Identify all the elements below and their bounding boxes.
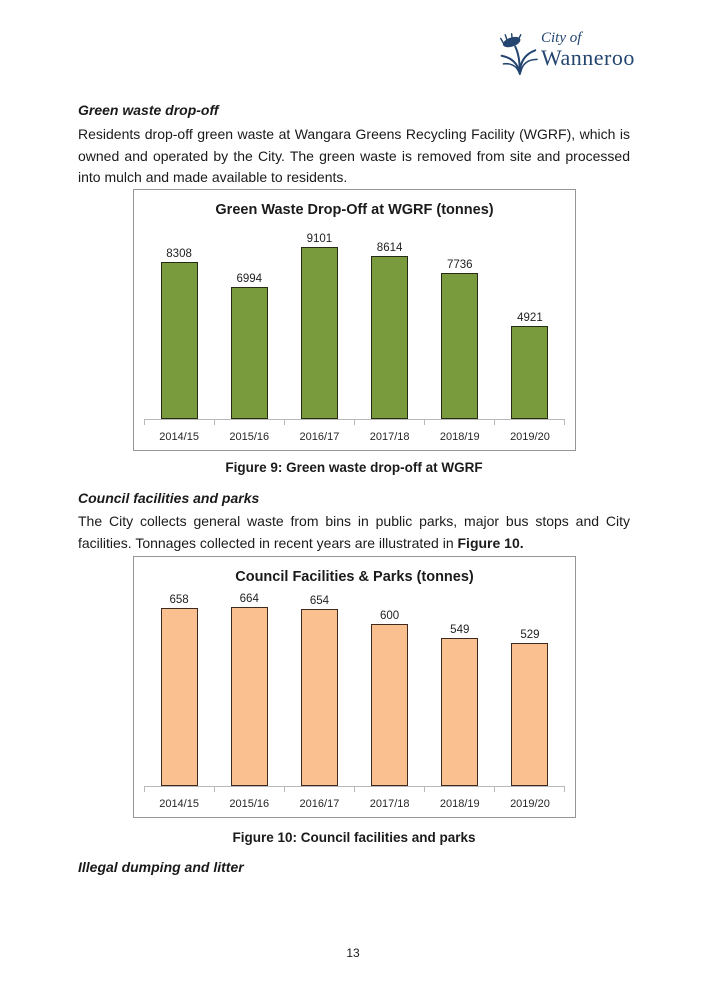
bar (511, 326, 548, 419)
chart-green-waste-drop-off (133, 189, 576, 451)
x-axis-label: 2014/15 (159, 798, 199, 810)
bar-column (355, 597, 425, 786)
bar-column (425, 597, 495, 786)
logo-text (541, 31, 635, 69)
bar (161, 608, 198, 786)
page-number: 13 (346, 946, 360, 960)
bar-value-label: 6994 (236, 272, 263, 285)
bar-column (355, 230, 425, 419)
figure-10-caption: Figure 10: Council facilities and parks (232, 830, 476, 845)
axis-tick (145, 787, 215, 792)
city-of-wanneroo-logo (498, 30, 635, 76)
axis-tick (285, 787, 355, 792)
chart-title: Council Facilities & Parks (tonnes) (235, 569, 474, 585)
x-axis-label: 2019/20 (510, 798, 550, 810)
x-axis-label: 2014/15 (159, 431, 199, 443)
logo-city-of: City of (541, 30, 582, 46)
bar (371, 256, 408, 419)
axis-tick (355, 420, 425, 425)
bar (441, 638, 478, 786)
plot-area (144, 230, 565, 420)
paragraph-council-text: The City collects general waste from bins in public parks, major bus stops and City facilities. Tonnages collected in recent years are illustrated in (78, 513, 630, 551)
bar (301, 247, 338, 419)
bar-column (144, 594, 214, 786)
paragraph-council-facilities (78, 511, 630, 554)
axis-tick (145, 420, 215, 425)
bar-value-label: 7736 (446, 258, 473, 271)
bar (301, 609, 338, 786)
bar-column (214, 592, 284, 786)
logo-plant-icon (498, 30, 538, 76)
axis-tick (495, 787, 565, 792)
bar-value-label: 4921 (517, 312, 543, 324)
x-axis-label: 2018/19 (439, 798, 480, 810)
bar-value-label: 529 (520, 629, 540, 642)
axis-tick (285, 420, 355, 425)
x-axis-label: 2015/16 (229, 798, 270, 810)
bar (371, 624, 408, 786)
heading-illegal-dumping-and-litter: Illegal dumping and litter (78, 859, 244, 875)
axis-tick (215, 787, 285, 792)
bar-value-label: 600 (380, 610, 400, 622)
bar-value-label: 8614 (376, 242, 403, 255)
chart-council-facilities-parks (133, 556, 576, 818)
plot-area (144, 592, 565, 787)
x-axis-ticks (144, 787, 565, 792)
bar-value-label: 654 (309, 595, 330, 608)
bar-value-label: 549 (450, 623, 470, 636)
bar-column (425, 230, 495, 419)
bar-value-label: 658 (169, 594, 189, 607)
x-axis-label: 2017/18 (369, 798, 410, 810)
logo-wanneroo: Wanneroo (541, 45, 635, 70)
bar-column (495, 230, 565, 419)
x-axis-label: 2018/19 (439, 431, 480, 443)
paragraph-green-waste: Residents drop-off green waste at Wangara Greens Recycling Facility (WGRF), which is owned and operated by the City. The green waste is removed from site and processed into mulch and made available to residents. (78, 126, 630, 185)
x-axis-label: 2016/17 (299, 798, 340, 810)
x-axis-label: 2017/18 (369, 431, 410, 443)
axis-tick (425, 420, 495, 425)
bar (161, 262, 198, 419)
x-axis-label: 2019/20 (510, 431, 550, 443)
bar (441, 273, 478, 419)
heading-green-waste-drop-off: Green waste drop-off (78, 102, 219, 118)
bar-column (144, 230, 214, 419)
bar-column (284, 230, 354, 419)
chart-title: Green Waste Drop-Off at WGRF (tonnes) (215, 202, 494, 218)
bar (231, 607, 268, 786)
x-axis-ticks (144, 420, 565, 425)
axis-tick (355, 787, 425, 792)
bar-column (284, 597, 354, 786)
bar-column (495, 597, 565, 786)
axis-tick (425, 787, 495, 792)
bar-value-label: 8308 (166, 247, 192, 260)
heading-council-facilities-and-parks: Council facilities and parks (78, 490, 260, 506)
x-axis-label: 2015/16 (229, 431, 270, 443)
figure-10-reference: Figure 10. (457, 534, 524, 551)
x-axis-labels (144, 431, 565, 443)
bar-value-label: 664 (239, 592, 259, 605)
figure-9-caption: Figure 9: Green waste drop-off at WGRF (225, 460, 483, 475)
axis-tick (495, 420, 565, 425)
x-axis-labels (144, 798, 565, 810)
bar-column (214, 230, 284, 419)
bar (231, 287, 268, 419)
bar (511, 643, 548, 786)
axis-tick (215, 420, 285, 425)
x-axis-label: 2016/17 (299, 431, 340, 443)
bar-value-label: 9101 (306, 233, 333, 245)
